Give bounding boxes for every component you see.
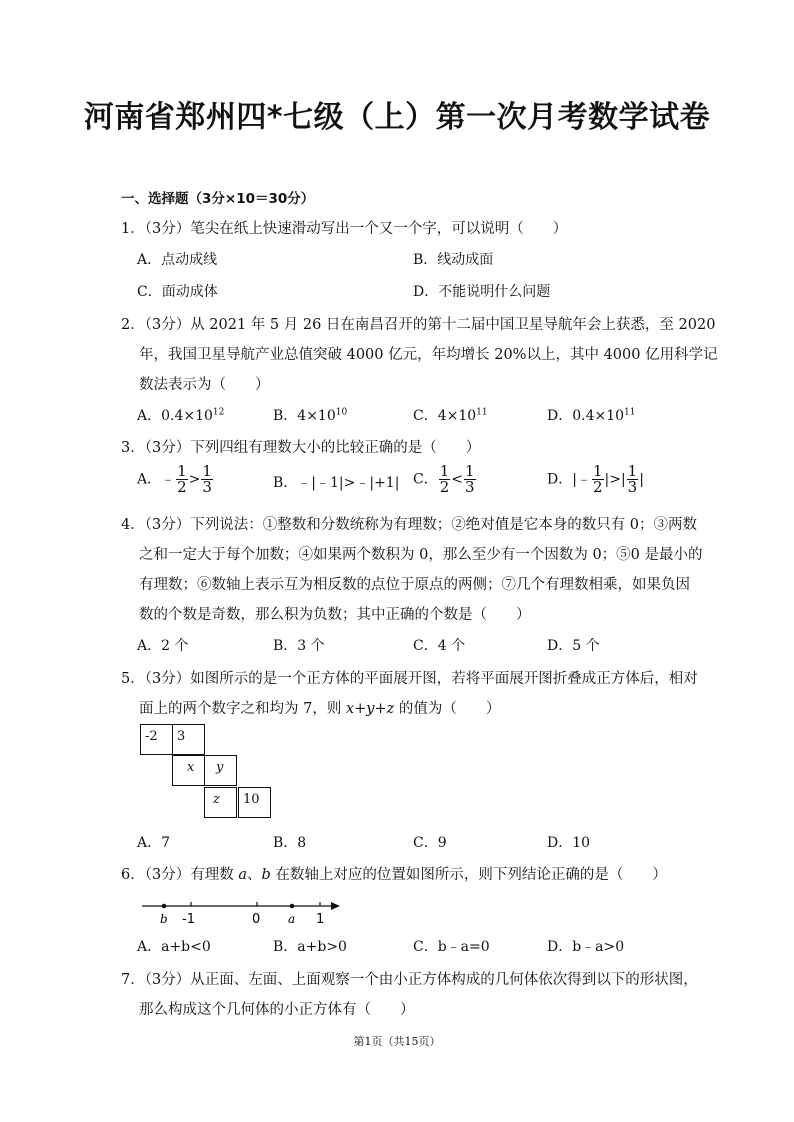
question-7-line-2: 那么构成这个几何体的小正方体有（ ） [139, 1002, 415, 1018]
label-1: 1 [316, 912, 325, 925]
q1-option-b: B．线动成面 [413, 252, 494, 268]
label-minus-1: -1 [182, 912, 195, 925]
page-title: 河南省郑州四*七级（上）第一次月考数学试卷 [83, 100, 711, 135]
question-4-line-2: 之和一定大于每个加数；④如果两个数积为 0，那么至少有一个因数为 0；⑤0 是最小的 [139, 547, 703, 563]
q4-option-d: D．5 个 [547, 638, 600, 654]
number-line-arrow [331, 902, 340, 910]
question-5-line-2: 面上的两个数字之和均为 7，则 x+y+z 的值为（ ） [139, 701, 501, 717]
label-b: b [160, 912, 168, 925]
question-4-line-3: 有理数；⑥数轴上表示互为相反数的点位于原点的两侧；⑦几个有理数相乘，如果负因 [139, 577, 690, 593]
net-cell: y [204, 755, 237, 786]
q2-option-b: B．$4\times 10^{10}$ [273, 407, 348, 424]
q2-option-d: D．$0.4\times 10^{11}$ [547, 407, 636, 424]
net-cell: z [204, 787, 237, 818]
q3-option-d: D．|﹣ $\frac{1}{2}$ |>| $\frac{1}{3}$ | [547, 462, 644, 496]
q5-option-b: B．8 [273, 835, 307, 851]
net-cell: -2 [140, 724, 173, 755]
question-5-line-1: 5．（3分）如图所示的是一个正方体的平面展开图，若将平面展开图折叠成正方体后，相对 [121, 671, 698, 687]
label-a: a [288, 912, 296, 925]
question-6-stem: 6．（3分）有理数 a、b 在数轴上对应的位置如图所示，则下列结论正确的是（ ） [121, 867, 667, 883]
q5-option-a: A．7 [137, 835, 171, 851]
q1-option-c: C．面动成体 [137, 284, 218, 300]
question-2-line-1: 2．（3分）从 2021 年 5 月 26 日在南昌召开的第十二届中国卫星导航年会上获悉，至 2020 [121, 317, 716, 333]
question-2-line-3: 数法表示为（ ） [139, 377, 270, 393]
q6-option-d: D．b﹣a>0 [547, 939, 625, 955]
point-a [290, 904, 295, 909]
q5-option-c: C．9 [413, 835, 447, 851]
q3-option-a: A．﹣ $\frac{1}{2}$ > $\frac{1}{3}$ [137, 462, 212, 496]
number-line-figure [140, 893, 345, 925]
q6-option-c: C．b﹣a=0 [413, 939, 490, 955]
question-7-line-1: 7．（3分）从正面、左面、上面观察一个由小正方体构成的几何体依次得到以下的形状图， [121, 972, 698, 988]
question-4-line-4: 数的个数是奇数，那么积为负数；其中正确的个数是（ ） [139, 607, 531, 623]
q6-option-b: B．a+b>0 [273, 939, 347, 955]
question-1-stem: 1．（3分）笔尖在纸上快速滑动写出一个又一个字，可以说明（ ） [121, 221, 568, 237]
q3-option-c: C． $\frac{1}{2}$ < $\frac{1}{3}$ [413, 462, 475, 496]
q6-option-a: A．a+b<0 [137, 939, 211, 955]
net-cell: 10 [238, 787, 271, 818]
label-0: 0 [252, 912, 261, 925]
point-b [162, 904, 167, 909]
q5-option-d: D．10 [547, 835, 591, 851]
q4-option-b: B．3 个 [273, 638, 325, 654]
q1-option-d: D．不能说明什么问题 [413, 284, 551, 300]
q4-option-c: C．4 个 [413, 638, 466, 654]
question-3-stem: 3．（3分）下列四组有理数大小的比较正确的是（ ） [121, 440, 481, 456]
section-heading: 一、选择题（3分×10＝30分） [121, 191, 315, 207]
page-footer: 第1页（共15页） [353, 1035, 441, 1048]
q1-option-a: A．点动成线 [137, 252, 218, 268]
q2-option-c: C．$4\times 10^{11}$ [413, 407, 488, 424]
q2-option-a: A．$0.4\times 10^{12}$ [137, 407, 225, 424]
q3-option-b: B．﹣|﹣1|>﹣|+1| [273, 475, 400, 491]
net-cell: 3 [172, 724, 205, 755]
q4-option-a: A．2 个 [137, 638, 189, 654]
net-cell: x [172, 755, 205, 786]
question-4-line-1: 4．（3分）下列说法：①整数和分数统称为有理数；②绝对值是它本身的数只有 0；③两数 [121, 517, 698, 533]
question-2-line-2: 年，我国卫星导航产业总值突破 4000 亿元，年均增长 20%以上，其中 4000 亿用科学记 [139, 347, 718, 363]
